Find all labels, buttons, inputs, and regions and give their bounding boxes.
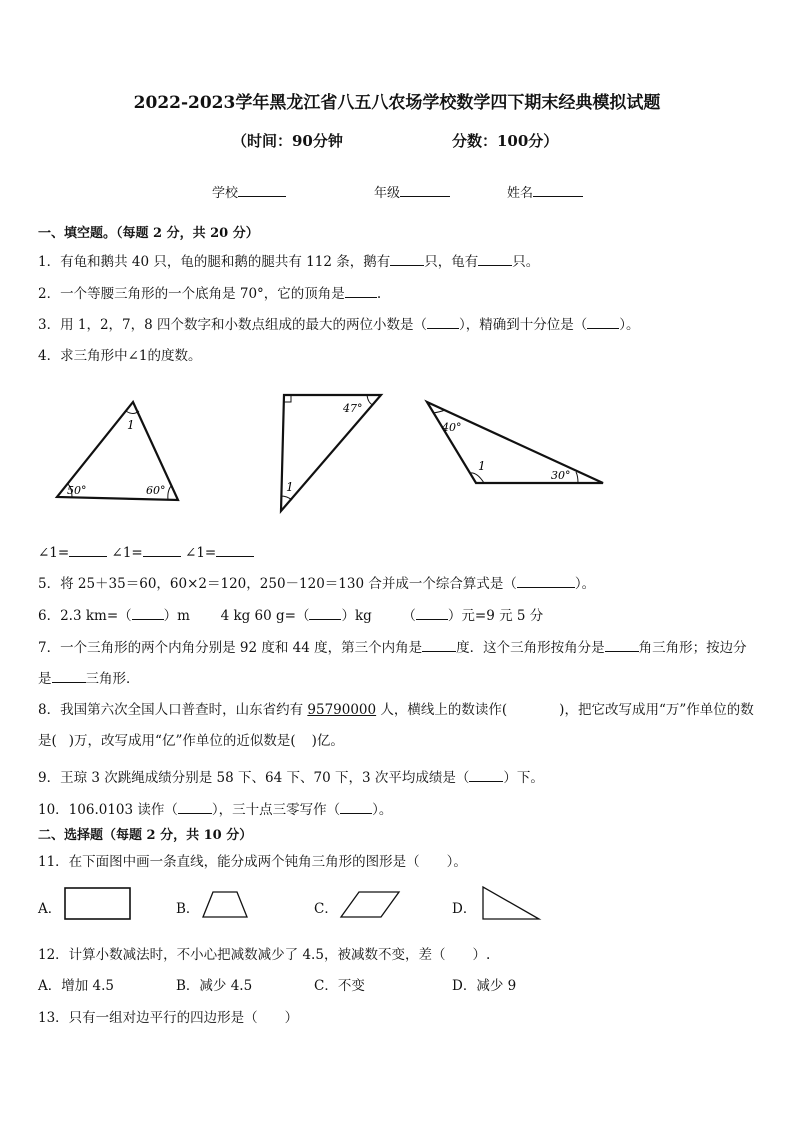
question-1: 1．有龟和鹅共 40 只，龟的腿和鹅的腿共有 112 条，鹅有 只，龟有 只。	[38, 250, 539, 270]
answer-blank[interactable]	[416, 605, 448, 620]
trapezoid-shape-icon	[199, 889, 251, 921]
triangle-figure-1	[50, 396, 190, 506]
underlined-number: 95790000	[307, 702, 377, 718]
triangle-1-angle-60-label: 60°	[146, 484, 166, 497]
answer-blank[interactable]	[216, 542, 254, 557]
triangle-figure-3	[420, 396, 610, 491]
q12-option-d[interactable]: D．减少 9	[452, 978, 517, 994]
section-1-heading: 一、填空题。（每题 2 分，共 20 分）	[38, 226, 259, 241]
answer-blank[interactable]	[132, 605, 164, 620]
question-13: 13．只有一组对边平行的四边形是（ ）	[38, 1010, 299, 1026]
q11-option-b[interactable]: B．	[176, 901, 200, 917]
section-2-heading: 二、选择题（每题 2 分，共 10 分）	[38, 828, 253, 843]
answer-blank[interactable]	[178, 799, 212, 814]
q12-option-b[interactable]: B．减少 4.5	[176, 978, 253, 994]
triangle-3-angle-30-label: 30°	[551, 469, 571, 482]
right-triangle-shape-icon	[478, 884, 544, 924]
answer-blank[interactable]	[478, 251, 512, 266]
q12-option-a[interactable]: A．增加 4.5	[38, 978, 115, 994]
page-title: 2022-2023学年黑龙江省八五八农场学校数学四下期末经典模拟试题	[133, 93, 661, 113]
question-4: 4．求三角形中∠1的度数。	[38, 348, 202, 364]
school-blank[interactable]	[238, 182, 286, 197]
triangle-3-angle-40-label: 40°	[442, 421, 462, 434]
name-blank[interactable]	[533, 182, 583, 197]
q11-option-c[interactable]: C．	[314, 901, 338, 917]
answer-blank[interactable]	[517, 573, 575, 588]
triangle-1-angle-1-label: 1	[127, 418, 135, 432]
answer-blank[interactable]	[69, 542, 107, 557]
question-10: 10．106.0103 读作（ ），三十点三零写作（ ）。	[38, 798, 392, 818]
angle-answers: ∠1= ∠1= ∠1=	[38, 542, 254, 561]
question-6: 6．2.3 km=（ ）m 4 kg 60 g=（ ）kg （ ）元=9 元 5 分	[38, 604, 543, 624]
triangle-2-angle-1-label: 1	[286, 480, 294, 494]
answer-blank[interactable]	[390, 251, 424, 266]
q12-option-c[interactable]: C．不变	[314, 978, 365, 994]
answer-blank[interactable]	[309, 605, 341, 620]
question-11: 11．在下面图中画一条直线，能分成两个钝角三角形的图形是（ ）。	[38, 854, 467, 870]
triangle-3-angle-1-label: 1	[478, 459, 486, 473]
answer-blank[interactable]	[469, 767, 503, 782]
question-7-line-2: 是 三角形．	[38, 667, 140, 687]
exam-time: （时间：90分钟	[232, 132, 343, 150]
question-3: 3．用 1，2，7，8 四个数字和小数点组成的最大的两位小数是（ ），精确到十分位是（ ）。	[38, 313, 640, 333]
question-8-line-2: 是( )万，改写成用“亿”作单位的近似数是( )亿。	[38, 733, 344, 749]
answer-blank[interactable]	[143, 542, 181, 557]
question-7-line-1: 7．一个三角形的两个内角分别是 92 度和 44 度，第三个内角是 度．这个三角形按角分是 角三角形；按边分	[38, 636, 747, 656]
q11-option-d[interactable]: D．	[452, 901, 477, 917]
triangle-1-angle-50-label: 50°	[67, 484, 87, 497]
triangle-figure-2	[274, 390, 389, 515]
triangle-2-angle-47-label: 47°	[343, 402, 363, 415]
name-label: 姓名	[507, 186, 534, 201]
answer-blank[interactable]	[52, 668, 86, 683]
question-8-line-1: 8．我国第六次全国人口普查时，山东省约有 95790000 人，横线上的数读作( )，把它改写成用“万”作单位的数	[38, 702, 754, 718]
school-label: 学校	[212, 186, 239, 201]
answer-blank[interactable]	[605, 637, 639, 652]
name-field[interactable]	[507, 182, 583, 201]
answer-blank[interactable]	[340, 799, 372, 814]
answer-blank[interactable]	[422, 637, 456, 652]
grade-field[interactable]	[374, 182, 450, 201]
q11-option-a[interactable]: A．	[38, 901, 62, 917]
question-5: 5．将 25＋35＝60，60×2＝120，250－120＝130 合并成一个综合算式是（ ）。	[38, 572, 595, 592]
question-2: 2．一个等腰三角形的一个底角是 70°，它的顶角是 .	[38, 282, 381, 302]
school-field[interactable]	[212, 182, 286, 201]
question-9: 9．王琼 3 次跳绳成绩分别是 58 下、64 下、70 下，3 次平均成绩是（ ）下。	[38, 766, 544, 786]
question-12: 12．计算小数减法时，不小心把减数减少了 4.5，被减数不变，差（ ）.	[38, 947, 491, 963]
triangle-2-shape	[281, 395, 381, 511]
exam-score: 分数：100分）	[452, 132, 559, 150]
parallelogram-shape-icon	[337, 889, 403, 921]
grade-label: 年级	[374, 186, 401, 201]
triangle-3-shape	[427, 402, 603, 483]
answer-blank[interactable]	[427, 314, 459, 329]
answer-blank[interactable]	[345, 283, 377, 298]
rectangle-shape-icon	[62, 885, 134, 923]
answer-blank[interactable]	[587, 314, 619, 329]
grade-blank[interactable]	[400, 182, 450, 197]
